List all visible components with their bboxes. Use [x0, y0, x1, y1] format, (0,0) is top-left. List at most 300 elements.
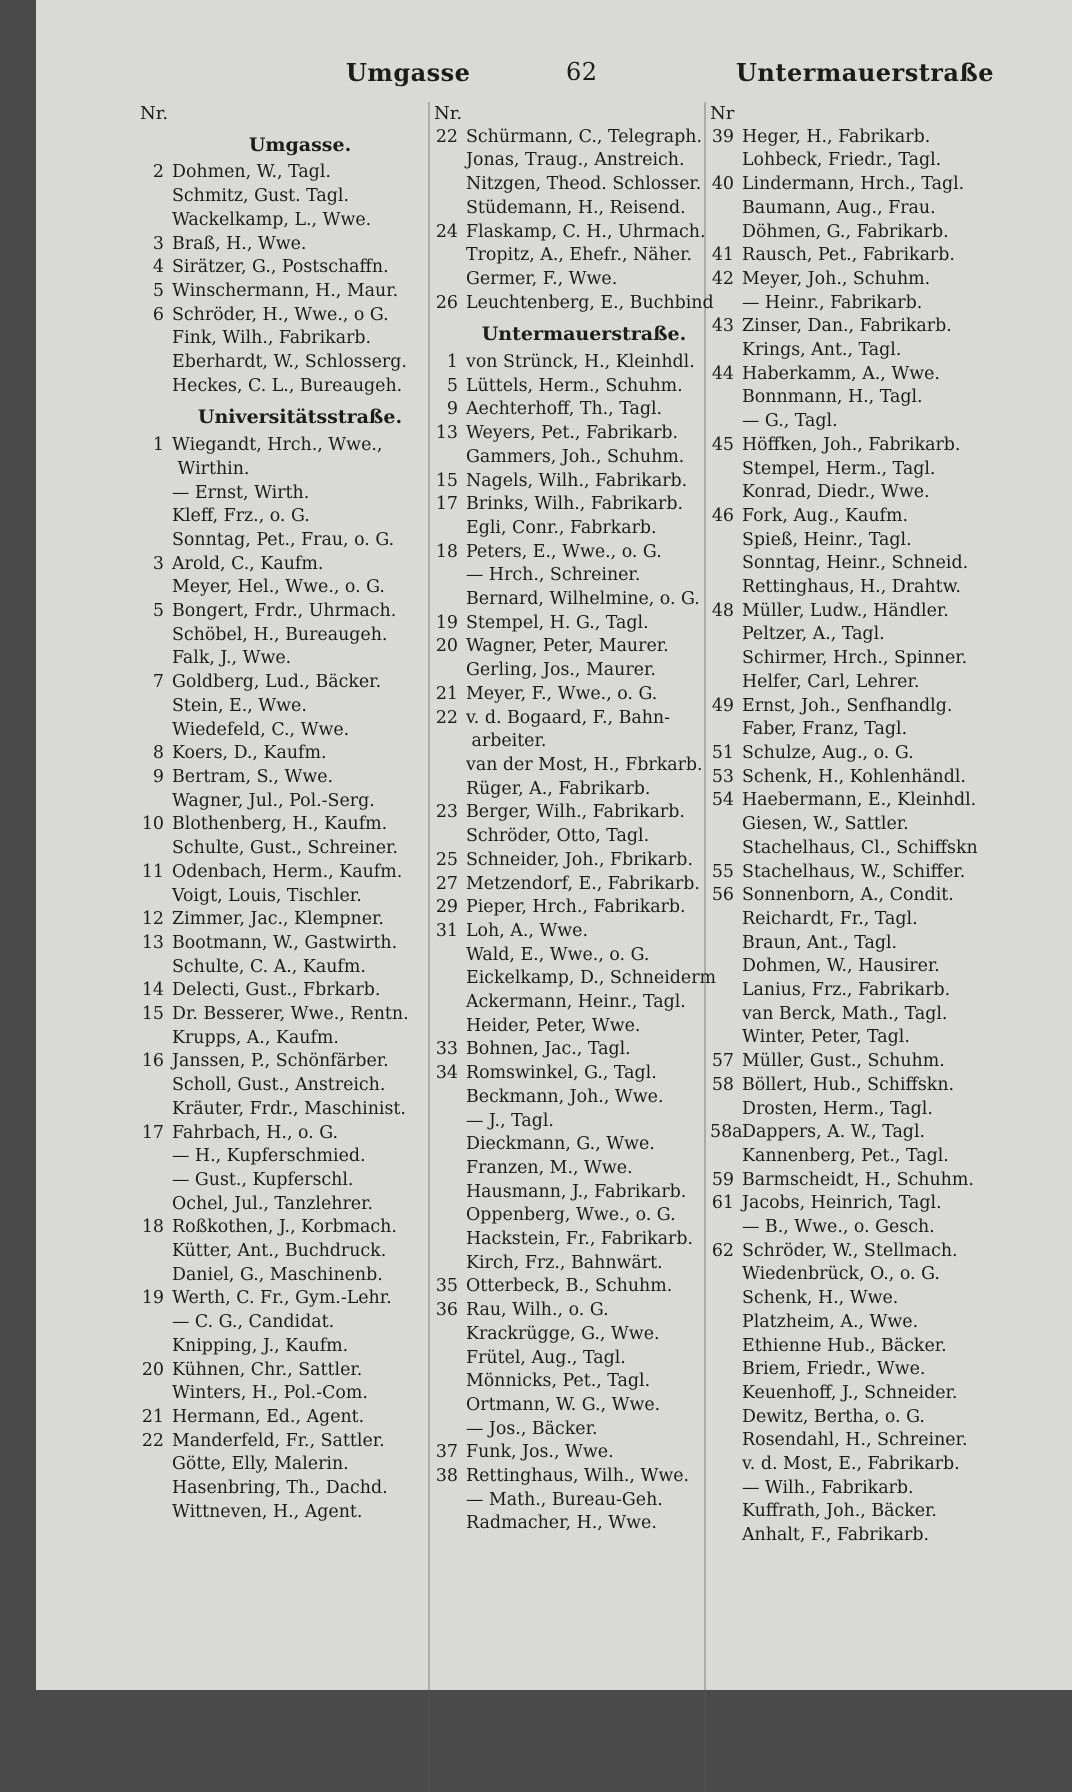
directory-entry	[710, 695, 1050, 719]
directory-entry	[710, 149, 1050, 173]
resident-entry: Dappers, A. W., Tagl.	[742, 1122, 926, 1143]
resident-entry: Jonas, Traug., Anstreich.	[466, 150, 685, 171]
house-number: 7	[152, 672, 164, 693]
directory-entry	[140, 576, 460, 600]
directory-entry	[140, 742, 460, 766]
resident-entry: Bernard, Wilhelmine, o. G.	[466, 589, 700, 610]
directory-entry	[140, 434, 460, 458]
directory-entry	[434, 635, 734, 659]
directory-entry	[434, 1512, 734, 1536]
directory-entry	[140, 1382, 460, 1406]
directory-entry	[710, 1453, 1050, 1477]
directory-entry	[140, 1240, 460, 1264]
directory-entry	[710, 434, 1050, 458]
directory-entry	[140, 1169, 460, 1193]
resident-entry: Kleff, Frz., o. G.	[172, 506, 310, 527]
house-number: 14	[141, 980, 164, 1001]
resident-entry: — Math., Bureau-Geh.	[466, 1489, 663, 1510]
directory-entry	[140, 304, 460, 328]
directory-page	[36, 0, 1072, 1690]
directory-entry	[434, 778, 734, 802]
house-number: 9	[152, 766, 164, 787]
directory-entry	[140, 647, 460, 671]
directory-entry	[140, 1430, 460, 1454]
house-number: 13	[141, 932, 164, 953]
resident-entry: Fork, Aug., Kaufm.	[742, 505, 908, 526]
resident-entry: Ackermann, Heinr., Tagl.	[466, 992, 686, 1013]
resident-entry: Baumann, Aug., Frau.	[742, 197, 936, 218]
directory-entry	[140, 695, 460, 719]
resident-entry: Faber, Franz, Tagl.	[742, 719, 908, 740]
resident-entry: Flaskamp, C. H., Uhrmach.	[466, 221, 706, 242]
directory-entry	[434, 1347, 734, 1371]
house-number: 3	[152, 233, 164, 254]
directory-entry	[710, 126, 1050, 150]
resident-entry: Jacobs, Heinrich, Tagl.	[742, 1193, 942, 1214]
directory-entry	[710, 315, 1050, 339]
resident-entry: Zinser, Dan., Fabrikarb.	[742, 316, 952, 337]
resident-entry: Kuffrath, Joh., Bäcker.	[742, 1501, 937, 1522]
resident-entry: Bootmann, W., Gastwirth.	[172, 932, 398, 953]
street-heading: Untermauerstraße.	[481, 323, 687, 346]
directory-entry	[710, 671, 1050, 695]
resident-entry: Reichardt, Fr., Tagl.	[742, 908, 918, 929]
directory-entry	[140, 624, 460, 648]
resident-entry: Schenk, H., Kohlenhändl.	[742, 766, 966, 787]
directory-entry	[710, 576, 1050, 600]
house-number: 45	[711, 434, 734, 455]
resident-entry: Schenk, H., Wwe.	[742, 1288, 899, 1309]
resident-entry: Weyers, Pet., Fabrikarb.	[466, 423, 679, 444]
resident-entry: Müller, Gust., Schuhm.	[742, 1051, 945, 1072]
directory-entry	[434, 1038, 734, 1062]
directory-entry	[140, 482, 460, 506]
resident-entry: Hackstein, Fr., Fabrikarb.	[466, 1229, 694, 1250]
directory-entry	[434, 422, 734, 446]
directory-entry	[710, 529, 1050, 553]
resident-entry: Voigt, Louis, Tischler.	[172, 885, 362, 906]
resident-entry: Kirch, Frz., Bahnwärt.	[466, 1252, 663, 1273]
directory-entry	[434, 1275, 734, 1299]
directory-entry	[140, 1287, 460, 1311]
house-number: 46	[711, 505, 734, 526]
directory-entry	[140, 1264, 460, 1288]
house-number: 37	[435, 1442, 458, 1463]
directory-entry	[710, 173, 1050, 197]
directory-entry	[710, 1169, 1050, 1193]
resident-entry: Pieper, Hrch., Fabrikarb.	[466, 897, 686, 918]
directory-entry	[140, 327, 460, 351]
directory-entry	[434, 1418, 734, 1442]
directory-entry	[434, 221, 734, 245]
house-number: 15	[435, 470, 458, 491]
resident-entry: Döhmen, G., Fabrikarb.	[742, 221, 949, 242]
resident-entry: Germer, F., Wwe.	[466, 268, 618, 289]
directory-entry	[140, 1122, 460, 1146]
directory-entry	[710, 481, 1050, 505]
directory-entry	[434, 1252, 734, 1276]
house-number: 5	[152, 280, 164, 301]
house-number: 2	[152, 162, 164, 183]
resident-entry: Lohbeck, Friedr., Tagl.	[742, 150, 942, 171]
resident-entry: Falk, J., Wwe.	[172, 648, 292, 669]
resident-entry: Romswinkel, G., Tagl.	[466, 1063, 657, 1084]
resident-entry: Wiegandt, Hrch., Wwe.,	[172, 435, 383, 456]
house-number: 17	[435, 494, 458, 515]
house-number: 18	[435, 541, 458, 562]
resident-entry: — B., Wwe., o. Gesch.	[742, 1217, 935, 1238]
resident-entry: Wiedenbrück, O., o. G.	[742, 1264, 940, 1285]
resident-entry: Ochel, Jul., Tanzlehrer.	[172, 1193, 373, 1214]
directory-entry	[140, 1453, 460, 1477]
resident-entry: Platzheim, A., Wwe.	[742, 1311, 919, 1332]
directory-entry	[434, 351, 734, 375]
house-number: 6	[152, 304, 164, 325]
resident-entry: Winter, Peter, Tagl.	[742, 1027, 910, 1048]
resident-entry: Schröder, W., Stellmach.	[742, 1240, 958, 1261]
resident-entry: Bohnen, Jac., Tagl.	[466, 1039, 631, 1060]
house-number: 40	[711, 174, 734, 195]
directory-entry	[710, 1240, 1050, 1264]
resident-entry: Haberkamm, A., Wwe.	[742, 363, 940, 384]
directory-entry	[434, 944, 734, 968]
directory-entry	[434, 612, 734, 636]
directory-entry	[434, 991, 734, 1015]
resident-entry: Daniel, G., Maschinenb.	[172, 1264, 383, 1285]
directory-entry	[710, 1003, 1050, 1027]
resident-entry: Rettinghaus, H., Drahtw.	[742, 577, 961, 598]
resident-entry: Koers, D., Kaufm.	[172, 743, 327, 764]
house-number: 62	[711, 1240, 734, 1261]
directory-entry	[434, 849, 734, 873]
resident-entry: Dieckmann, G., Wwe.	[466, 1134, 655, 1155]
street-heading: Umgasse.	[248, 133, 352, 156]
resident-entry: Winters, H., Pol.-Com.	[172, 1383, 368, 1404]
resident-entry: Heger, H., Fabrikarb.	[742, 126, 931, 147]
column-1	[140, 102, 460, 1524]
directory-entry	[434, 1181, 734, 1205]
resident-entry: Wagner, Jul., Pol.-Serg.	[172, 790, 375, 811]
directory-entry	[710, 1263, 1050, 1287]
directory-entry	[434, 126, 734, 150]
directory-entry	[434, 588, 734, 612]
directory-entry	[140, 209, 460, 233]
house-number: 56	[711, 885, 734, 906]
directory-entry	[140, 505, 460, 529]
resident-entry: Berger, Wilh., Fabrikarb.	[466, 802, 685, 823]
directory-entry	[710, 1477, 1050, 1501]
directory-entry	[434, 564, 734, 588]
house-number: 41	[711, 245, 734, 266]
house-number: 12	[141, 909, 164, 930]
resident-entry: — Gust., Kupferschl.	[172, 1169, 354, 1190]
resident-entry: Stüdemann, H., Reisend.	[466, 197, 686, 218]
resident-entry: Spieß, Heinr., Tagl.	[742, 529, 912, 550]
resident-entry: Sonnenborn, A., Condit.	[742, 885, 954, 906]
house-number: 54	[711, 790, 734, 811]
house-number: 13	[435, 423, 458, 444]
directory-entry	[434, 197, 734, 221]
resident-entry: Meyer, F., Wwe., o. G.	[466, 683, 658, 704]
directory-entry	[140, 790, 460, 814]
directory-entry	[710, 718, 1050, 742]
house-number: 26	[435, 292, 458, 313]
resident-entry: Braun, Ant., Tagl.	[742, 932, 898, 953]
street-heading: Universitätsstraße.	[197, 406, 403, 429]
directory-entry	[710, 244, 1050, 268]
directory-entry	[434, 1441, 734, 1465]
directory-entry	[710, 955, 1050, 979]
resident-entry: Dohmen, W., Hausirer.	[742, 956, 940, 977]
resident-entry: Oppenberg, Wwe., o. G.	[466, 1205, 676, 1226]
directory-entry	[710, 813, 1050, 837]
resident-entry: Schmitz, Gust. Tagl.	[172, 186, 350, 207]
resident-entry: Zimmer, Jac., Klempner.	[172, 909, 384, 930]
resident-entry: — C. G., Candidat.	[172, 1312, 335, 1333]
resident-entry: Krupps, A., Kaufm.	[172, 1027, 339, 1048]
directory-entry	[140, 671, 460, 695]
resident-entry: Nagels, Wilh., Fabrikarb.	[466, 470, 688, 491]
house-number: 61	[711, 1193, 734, 1214]
directory-entry	[140, 1193, 460, 1217]
resident-entry: Arold, C., Kaufm.	[172, 553, 324, 574]
directory-entry	[140, 1359, 460, 1383]
directory-entry	[434, 825, 734, 849]
directory-entry	[710, 552, 1050, 576]
house-number: 4	[152, 257, 164, 278]
directory-entry	[140, 351, 460, 375]
directory-entry	[710, 386, 1050, 410]
directory-entry	[140, 1145, 460, 1169]
directory-entry	[434, 1086, 734, 1110]
directory-entry	[710, 1358, 1050, 1382]
directory-entry	[710, 1335, 1050, 1359]
house-number: 22	[141, 1430, 164, 1451]
resident-entry: Stachelhaus, W., Schiffer.	[742, 861, 966, 882]
resident-entry: Schürmann, C., Telegraph.	[466, 126, 703, 147]
house-number: 11	[141, 861, 164, 882]
resident-entry: Sonntag, Pet., Frau, o. G.	[172, 529, 395, 550]
resident-entry: Müller, Ludw., Händler.	[742, 600, 949, 621]
directory-entry	[140, 600, 460, 624]
directory-entry	[434, 1394, 734, 1418]
resident-entry: Scholl, Gust., Anstreich.	[172, 1075, 386, 1096]
directory-entry	[434, 801, 734, 825]
directory-entry	[710, 1026, 1050, 1050]
resident-entry: Franzen, M., Wwe.	[466, 1157, 633, 1178]
resident-entry: Götte, Elly, Malerin.	[172, 1454, 349, 1475]
resident-entry: — J., Tagl.	[466, 1110, 554, 1131]
house-number: 18	[141, 1217, 164, 1238]
directory-entry	[140, 1074, 460, 1098]
resident-entry: Otterbeck, B., Schuhm.	[466, 1276, 673, 1297]
resident-entry: Schröder, H., Wwe., o G.	[172, 304, 389, 325]
directory-entry	[140, 837, 460, 861]
resident-entry: — Hrch., Schreiner.	[466, 565, 641, 586]
house-number: 44	[711, 363, 734, 384]
directory-entry	[710, 458, 1050, 482]
directory-entry	[140, 766, 460, 790]
resident-entry: Heider, Peter, Wwe.	[466, 1015, 641, 1036]
resident-entry: Goldberg, Lud., Bäcker.	[172, 672, 382, 693]
house-number: 58	[711, 1074, 734, 1095]
directory-entry	[710, 1074, 1050, 1098]
directory-entry	[140, 885, 460, 909]
directory-entry	[710, 221, 1050, 245]
directory-entry	[710, 789, 1050, 813]
resident-entry: Loh, A., Wwe.	[466, 920, 588, 941]
resident-entry: Krackrügge, G., Wwe.	[466, 1323, 660, 1344]
resident-entry: Leuchtenberg, E., Buchbind	[466, 292, 714, 313]
directory-entry	[434, 1489, 734, 1513]
resident-entry: — Ernst, Wirth.	[172, 482, 310, 503]
resident-entry: Fahrbach, H., o. G.	[172, 1122, 339, 1143]
resident-entry: Stein, E., Wwe.	[172, 695, 307, 716]
directory-entry	[434, 446, 734, 470]
resident-entry: Barmscheidt, H., Schuhm.	[742, 1169, 974, 1190]
resident-entry: Krings, Ant., Tagl.	[742, 340, 902, 361]
house-number: 31	[435, 920, 458, 941]
resident-entry: Sirätzer, G., Postschaffn.	[172, 257, 389, 278]
column-2	[434, 102, 743, 1536]
resident-entry: Lanius, Frz., Fabrikarb.	[742, 980, 951, 1001]
house-number: 1	[446, 352, 458, 373]
directory-entry	[140, 1477, 460, 1501]
resident-entry: Ortmann, W. G., Wwe.	[466, 1394, 661, 1415]
directory-entry	[140, 256, 460, 280]
resident-entry: Wald, E., Wwe., o. G.	[466, 944, 650, 965]
directory-entry	[710, 623, 1050, 647]
directory-entry	[710, 505, 1050, 529]
house-number: 51	[711, 742, 734, 763]
directory-entry	[710, 861, 1050, 885]
house-number: 22	[435, 707, 458, 728]
house-number: 21	[141, 1406, 164, 1427]
directory-entry	[140, 719, 460, 743]
resident-entry: — Wilh., Fabrikarb.	[742, 1477, 914, 1498]
directory-entry	[434, 1323, 734, 1347]
house-number: 53	[711, 766, 734, 787]
column-nr-label: Nr	[710, 103, 735, 124]
resident-entry: Ernst, Joh., Senfhandlg.	[742, 695, 953, 716]
resident-entry: Roßkothen, J., Korbmach.	[172, 1217, 397, 1238]
resident-entry: Böllert, Hub., Schiffskn.	[742, 1074, 955, 1095]
resident-entry: Ethienne Hub., Bäcker.	[742, 1335, 947, 1356]
house-number: 15	[141, 1004, 164, 1025]
resident-entry: Bonnmann, H., Tagl.	[742, 387, 923, 408]
directory-entry	[710, 766, 1050, 790]
directory-entry	[710, 268, 1050, 292]
resident-entry: Beckmann, Joh., Wwe.	[466, 1086, 664, 1107]
resident-entry: Funk, Jos., Wwe.	[466, 1442, 614, 1463]
house-number: 21	[435, 683, 458, 704]
resident-entry: Schneider, Joh., Fbrikarb.	[466, 849, 693, 870]
resident-entry: Rüger, A., Fabrikarb.	[466, 778, 651, 799]
house-number: 57	[711, 1051, 734, 1072]
directory-entry	[434, 1015, 734, 1039]
house-number: 20	[435, 636, 458, 657]
directory-entry	[710, 1311, 1050, 1335]
resident-entry: Schulte, C. A., Kaufm.	[172, 956, 366, 977]
resident-entry: Lindermann, Hrch., Tagl.	[742, 174, 965, 195]
resident-entry: Wackelkamp, L., Wwe.	[172, 209, 372, 230]
resident-entry: Schöbel, H., Bureaugeh.	[172, 624, 388, 645]
directory-entry	[140, 375, 460, 399]
resident-entry: Metzendorf, E., Fabrikarb.	[466, 873, 700, 894]
resident-entry: — Heinr., Fabrikarb.	[742, 292, 923, 313]
directory-entry	[710, 837, 1050, 861]
resident-entry: Manderfeld, Fr., Sattler.	[172, 1430, 385, 1451]
directory-entry	[434, 1133, 734, 1157]
house-number: 39	[711, 126, 734, 147]
directory-entry	[434, 683, 734, 707]
house-number: 33	[435, 1039, 458, 1060]
column-nr-label: Nr.	[140, 103, 169, 124]
directory-entry	[434, 268, 734, 292]
resident-entry: Anhalt, F., Fabrikarb.	[742, 1525, 930, 1546]
resident-entry: Gerling, Jos., Maurer.	[466, 660, 656, 681]
directory-entry	[140, 1003, 460, 1027]
resident-entry: — G., Tagl.	[742, 411, 838, 432]
house-number: 27	[435, 873, 458, 894]
resident-entry: Eberhardt, W., Schlosserg.	[172, 352, 407, 373]
resident-entry: Peters, E., Wwe., o. G.	[466, 541, 662, 562]
resident-entry: Kühnen, Chr., Sattler.	[172, 1359, 363, 1380]
house-number: 8	[152, 743, 164, 764]
directory-entry	[140, 1050, 460, 1074]
directory-entry	[434, 896, 734, 920]
directory-entry	[710, 197, 1050, 221]
house-number: 16	[141, 1051, 164, 1072]
resident-entry: Mönnicks, Pet., Tagl.	[466, 1371, 651, 1392]
resident-entry: Frütel, Aug., Tagl.	[466, 1347, 626, 1368]
directory-entry	[710, 1121, 1050, 1145]
resident-entry: Knipping, J., Kaufm.	[172, 1335, 349, 1356]
resident-entry: Hausmann, J., Fabrikarb.	[466, 1181, 687, 1202]
directory-entry	[434, 920, 734, 944]
directory-entry	[434, 398, 734, 422]
resident-entry: Kütter, Ant., Buchdruck.	[172, 1241, 387, 1262]
directory-entry	[140, 932, 460, 956]
resident-entry: Hermann, Ed., Agent.	[172, 1406, 365, 1427]
resident-entry: Odenbach, Herm., Kaufm.	[172, 861, 403, 882]
directory-entry	[710, 292, 1050, 316]
resident-entry: Lüttels, Herm., Schuhm.	[466, 375, 683, 396]
directory-entry	[434, 493, 734, 517]
resident-entry: Höffken, Joh., Fabrikarb.	[742, 434, 961, 455]
directory-entry	[140, 529, 460, 553]
house-number: 38	[435, 1466, 458, 1487]
resident-entry: Schirmer, Hrch., Spinner.	[742, 648, 968, 669]
resident-entry: Sonntag, Heinr., Schneid.	[742, 553, 969, 574]
directory-entry	[434, 1157, 734, 1181]
resident-entry: Egli, Conr., Fabrkarb.	[466, 517, 657, 538]
directory-entry	[140, 458, 460, 482]
directory-entry	[710, 339, 1050, 363]
resident-entry: van der Most, H., Fbrkarb.	[466, 754, 703, 775]
directory-entry	[140, 280, 460, 304]
directory-entry	[710, 1287, 1050, 1311]
directory-entry	[434, 375, 734, 399]
resident-entry: Giesen, W., Sattler.	[742, 814, 909, 835]
resident-entry: Meyer, Joh., Schuhm.	[742, 268, 931, 289]
house-number: 1	[152, 435, 164, 456]
resident-entry: Bongert, Frdr., Uhrmach.	[172, 601, 397, 622]
house-number: 19	[435, 612, 458, 633]
directory-entry	[434, 707, 734, 731]
directory-entry	[140, 233, 460, 257]
directory-entry	[434, 730, 734, 754]
